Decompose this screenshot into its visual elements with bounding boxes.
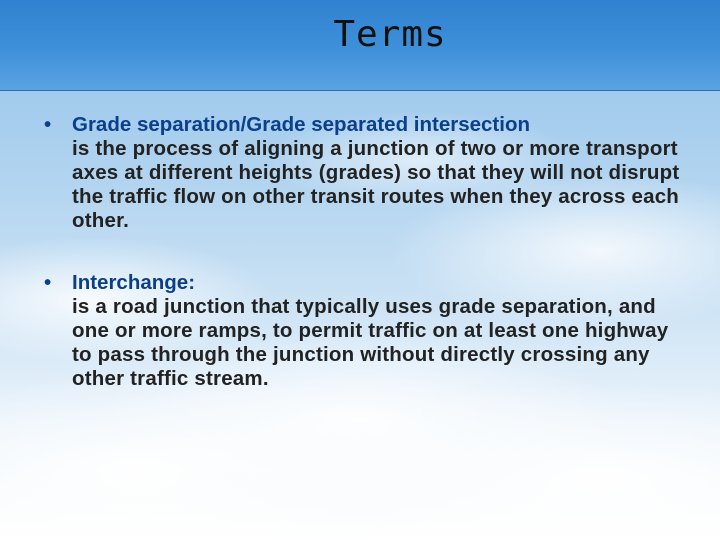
bullet-marker: • [44, 271, 52, 294]
bullet-item [44, 271, 684, 391]
bullet-list [44, 113, 684, 429]
slide-title: Terms [333, 14, 447, 55]
term-heading: Grade separation/Grade separated intersection [72, 113, 530, 136]
bullet-item [44, 113, 684, 233]
term-definition: is the process of aligning a junction of two or more transport axes at different heights (grades) so that they will not disrupt the traffic flow on other transit routes when they across each other. [72, 137, 680, 232]
term-definition: is a road junction that typically uses grade separation, and one or more ramps, to permit traffic on at least one highway to pass through the junction without directly crossing any other traffic stream. [72, 295, 669, 390]
bullet-marker: • [44, 113, 52, 136]
title-bar [0, 0, 720, 91]
term-heading: Interchange: [72, 271, 196, 294]
